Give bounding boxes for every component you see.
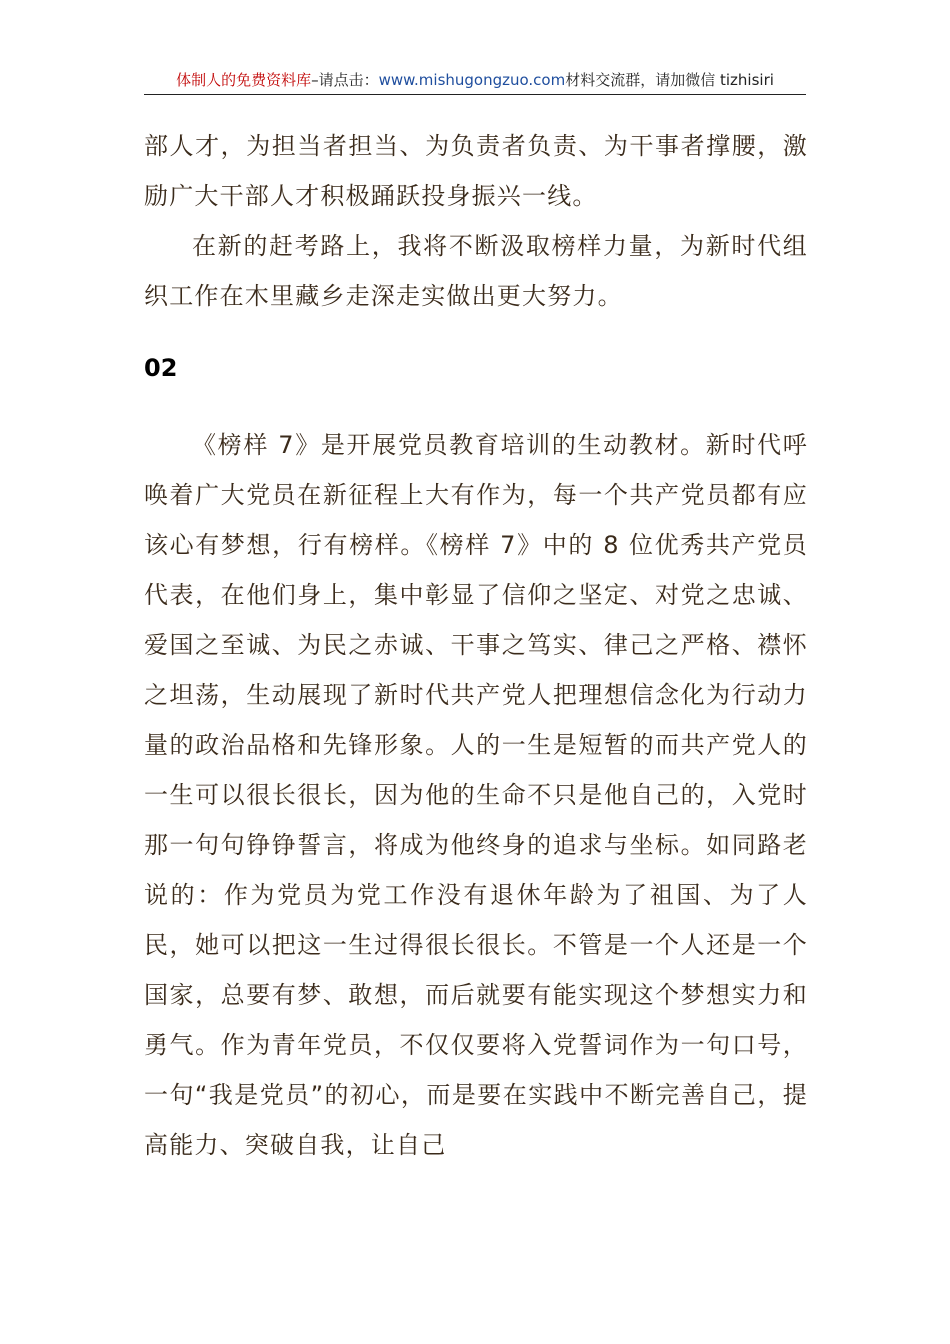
page-header <box>144 70 806 95</box>
header-url-link[interactable]: www.mishugongzuo.com <box>378 71 566 89</box>
paragraph-3-block <box>144 420 808 1170</box>
header-contact: 材料交流群，请加微信 tizhisiri <box>565 71 774 89</box>
header-site-name: 体制人的免费资料库 <box>176 71 312 89</box>
paragraph-1: 部人才，为担当者担当、为负责者负责、为干事者撑腰，激励广大干部人才积极踊跃投身振兴一线。 <box>144 132 808 210</box>
paragraph-3: 《榜样 7》是开展党员教育培训的生动教材。新时代呼唤着广大党员在新征程上大有作为，每一个共产党员都有应该心有梦想，行有榜样。《榜样 7》中的 8 位优秀共产党员代表，在他们身上，集中彰显了信仰之坚定、对党之忠诚、爱国之至诚、为民之赤诚、干事之笃实、律己之严格、襟怀之坦荡，生动展现了新时代共产党人把理想信念化为行动力量的政治品格和先锋形象。人的一生是短暂的而共产党人的一生可以很长很长，因为他的生命不只是他自己的，入党时那一句句铮铮誓言，将成为他终身的追求与坐标。如同路老说的：作为党员为党工作没有退休年龄为了祖国、为了人民，她可以把这一生过得很长很长。不管是一个人还是一个国家，总要有梦、敢想，而后就要有能实现这个梦想实力和勇气。作为青年党员，不仅仅要将入党誓词作为一句口号，一句“我是党员”的初心，而是要在实践中不断完善自己，提高能力、突破自我，让自己 <box>144 431 808 1159</box>
paragraph-2: 在新的赶考路上，我将不断汲取榜样力量，为新时代组织工作在木里藏乡走深走实做出更大努力。 <box>144 232 808 310</box>
paragraph-2-block <box>144 221 808 321</box>
paragraph-1-block <box>144 121 808 221</box>
section-heading: 02 <box>144 354 178 382</box>
header-click-prompt: –请点击： <box>311 71 379 89</box>
